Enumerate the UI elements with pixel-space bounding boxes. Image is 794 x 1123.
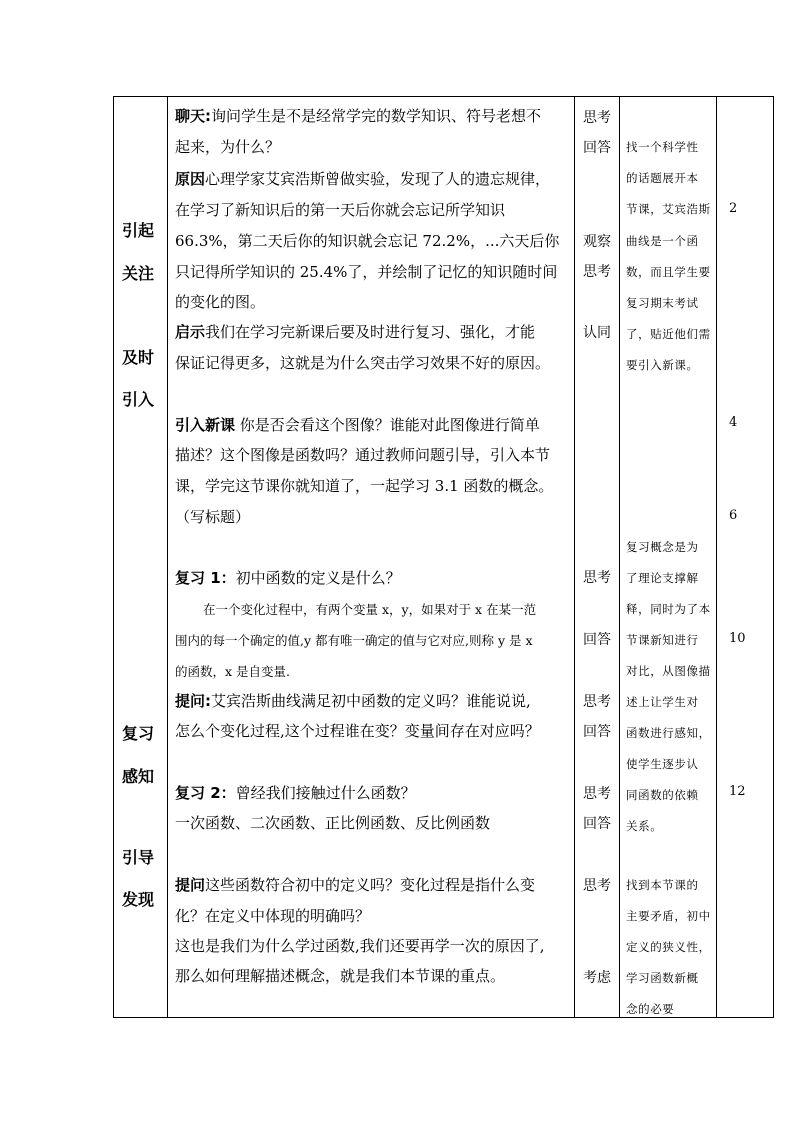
stage-label: 复习 [122,724,155,743]
ask1-line: 怎么个变化过程,这个过程谁在变？变量间存在对应吗？ [175,722,540,740]
review1-label: 复习 1： [175,569,236,587]
note-line: 学习函数新概 [626,971,699,985]
time-value: 12 [729,784,746,799]
hint-label: 启示 [175,323,206,341]
note-line: 了，贴近他们需 [626,327,711,341]
note-line: 函数进行感知， [626,726,711,740]
note-line: 数，而且学生要 [626,265,711,279]
note-line: 节课，艾宾浩斯 [626,202,711,216]
note-line: 使学生逐步认 [626,757,699,771]
intro-label: 引入新课 [175,416,236,434]
ask2-line: 化？在定义中体现的明确吗？ [175,907,371,925]
reason-line: 原因心理学家艾宾浩斯曾做实验，发现了人的遗忘规律， [175,170,551,188]
intro-line: 课，学完这节课你就知道了，一起学习 3.1 函数的概念。 [175,477,554,495]
notes-column [620,97,717,1018]
ask2-line: 提问这些函数符合初中的定义吗？变化过程是指什么变 [175,876,536,894]
chat-label: 聊天: [175,107,211,125]
stage-label: 关注 [122,264,155,283]
time-value: 10 [729,631,746,646]
activity-label: 思考 [583,694,611,710]
note-line: 念的必要 [626,1002,675,1016]
activity-label: 思考 [583,570,611,586]
time-value: 4 [729,415,738,430]
table-row [114,97,774,1018]
stage-label: 引入 [122,390,155,409]
definition-line: 的函数，x 是自变量. [175,664,290,679]
intro-line: 引入新课 你是否会看这个图像？谁能对此图像进行简单 [175,416,540,434]
stage-label: 及时 [122,348,155,367]
note-line: 关系。 [626,819,663,833]
note-line: 释，同时为了本 [626,602,711,616]
summary-line: 那么如何理解描述概念，就是我们本节课的重点。 [175,967,506,985]
note-line: 同函数的依赖 [626,788,699,802]
definition-line: 在一个变化过程中，有两个变量 x，y，如果对于 x 在某一范 [203,602,537,617]
definition-line: 围内的每一个确定的值,y 都有唯一确定的值与它对应,则称 y 是 x [175,633,533,648]
ask2-label: 提问 [175,876,206,894]
reason-label: 原因 [175,170,206,188]
chat-line: 起来，为什么？ [175,138,281,156]
reason-line: 只记得所学知识的 25.4%了，并绘制了记忆的知识随时间 [175,263,558,281]
activity-label: 思考 [583,110,611,126]
stage-label: 发现 [122,890,155,909]
activity-label: 认同 [583,325,611,341]
activity-column [575,97,620,1018]
activity-label: 观察 [583,234,611,250]
reason-line: 的变化的图。 [175,293,266,311]
activity-label: 思考 [583,878,611,894]
time-value: 6 [729,508,738,523]
content-column [168,97,575,1018]
time-value: 2 [729,201,738,216]
activity-label: 回答 [583,724,611,740]
hint-line: 启示我们在学习完新课后要及时进行复习、强化，才能 [175,323,536,341]
note-line: 对比，从图像描 [626,664,711,678]
note-line: 主要矛盾，初中 [626,909,711,923]
hint-line: 保证记得更多，这就是为什么突击学习效果不好的原因。 [175,354,551,372]
ask1-label: 提问: [175,692,211,710]
lesson-plan-table [113,96,774,1018]
activity-label: 回答 [583,632,611,648]
note-line: 复习期末考试 [626,296,699,310]
intro-line: 描述？这个图像是函数吗？通过教师问题引导，引入本节 [175,446,551,464]
review2-label: 复习 2： [175,784,236,802]
note-line: 复习概念是为 [626,540,699,554]
stage-label: 感知 [122,767,155,786]
ask1-line: 提问:艾宾浩斯曲线满足初中函数的定义吗？谁能说说, [175,692,531,710]
note-line: 找到本节课的 [626,878,699,892]
activity-label: 回答 [583,816,611,832]
stage-column [114,97,168,1018]
review2-answer: 一次函数、二次函数、正比例函数、反比例函数 [175,814,491,832]
activity-label: 回答 [583,140,611,156]
stage-label: 引导 [122,848,155,867]
activity-label: 考虑 [583,970,611,986]
reason-line: 在学习了新知识后的第一天后你就会忘记所学知识 [175,201,506,219]
intro-line: （写标题） [175,508,251,526]
activity-label: 思考 [583,786,611,802]
chat-line: 聊天:询问学生是不是经常学完的数学知识、符号老想不 [175,107,542,125]
note-line: 定义的狭义性， [626,940,711,954]
note-line: 节课新知进行 [626,633,699,647]
activity-label: 思考 [583,264,611,280]
note-line: 了理论支撑解 [626,571,699,585]
note-line: 的话题展开本 [626,171,699,185]
review1-line: 复习 1：初中函数的定义是什么？ [175,569,401,587]
reason-line: 66.3%，第二天后你的知识就会忘记 72.2%，...六天后你 [175,232,560,250]
stage-label: 引起 [122,221,155,240]
review2-line: 复习 2：曾经我们接触过什么函数？ [175,784,416,802]
note-line: 找一个科学性 [626,140,699,154]
note-line: 曲线是一个函 [626,234,699,248]
note-line: 要引入新课。 [626,358,699,372]
time-column [717,97,774,1018]
summary-line: 这也是我们为什么学过函数,我们还要再学一次的原因了, [175,937,545,955]
note-line: 述上让学生对 [626,695,699,709]
